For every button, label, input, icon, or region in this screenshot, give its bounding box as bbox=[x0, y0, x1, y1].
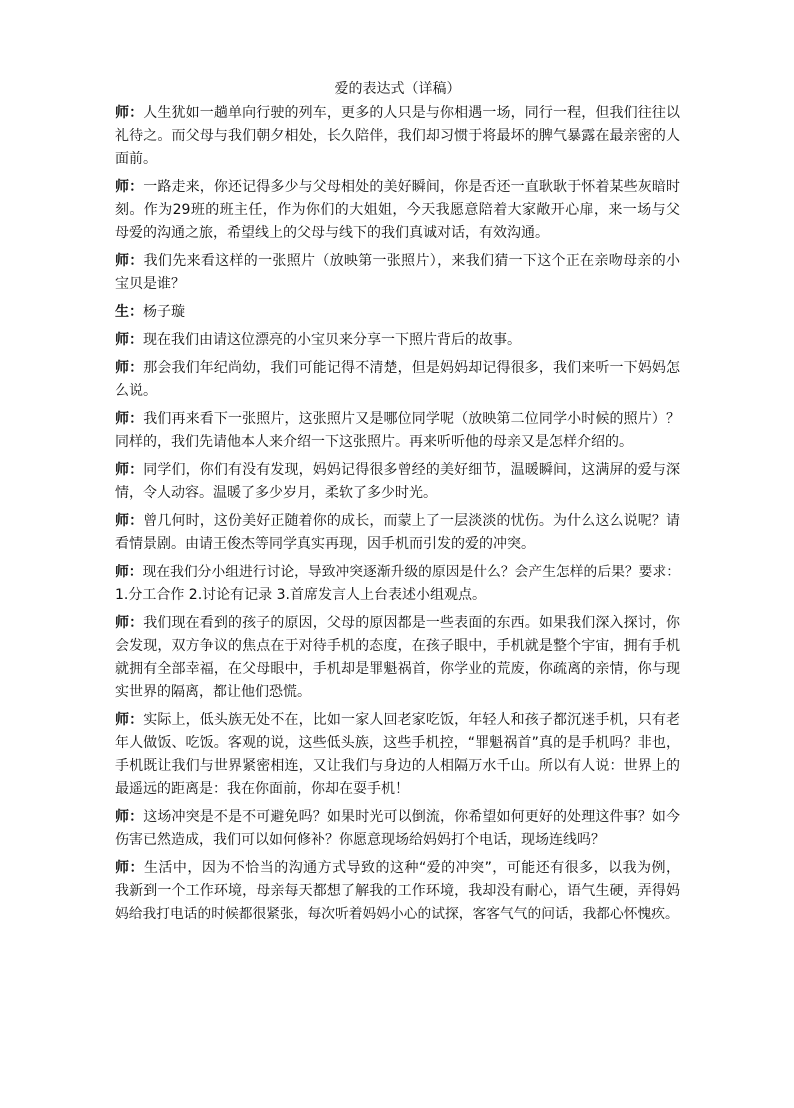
paragraph-line bbox=[115, 301, 680, 324]
line-text: 伤害已然造成，我们可以如何修补？你愿意现场给妈妈打个电话，现场连线吗？ bbox=[115, 832, 605, 848]
speaker-label: 师： bbox=[115, 179, 144, 195]
line-text: 刻。作为29班的班主任，作为你们的大姐姐，今天我愿意陪着大家敞开心扉，来一场与父 bbox=[115, 202, 680, 218]
speaker-label: 师： bbox=[115, 712, 144, 728]
document-title: 爱的表达式（详稿） bbox=[334, 81, 461, 97]
speaker-label: 师： bbox=[115, 615, 144, 631]
paragraph-line bbox=[115, 357, 680, 380]
line-text: 我们现在看到的孩子的原因，父母的原因都是一些表面的东西。如果我们深入探讨，你 bbox=[143, 615, 681, 631]
line-text: 我新到一个工作环境，母亲每天都想了解我的工作环境，我却没有耐心，语气生硬，弄得妈 bbox=[115, 883, 680, 899]
paragraph-line bbox=[115, 431, 680, 454]
line-text: 么说。 bbox=[115, 383, 157, 399]
speaker-label: 师： bbox=[115, 564, 143, 580]
paragraph-line bbox=[115, 681, 680, 704]
line-text: 1.分工合作 2.讨论有记录 3.首席发言人上台表述小组观点。 bbox=[115, 587, 486, 603]
line-text: 看情景剧。由请王俊杰等同学真实再现，因手机而引发的爱的冲突。 bbox=[115, 536, 535, 552]
dialogue-paragraph bbox=[115, 357, 680, 403]
line-text: 杨子璇 bbox=[143, 304, 185, 320]
speaker-label: 师： bbox=[115, 105, 144, 121]
line-text: 礼待之。而父母与我们朝夕相处，长久陪伴，我们却习惯于将最坏的脾气暴露在最亲密的人 bbox=[115, 128, 680, 144]
paragraph-line bbox=[115, 612, 680, 635]
line-text: 手机既让我们与世界紧密相连，又让我们与身边的人相隔万水千山。所以有人说：世界上的 bbox=[115, 758, 680, 774]
paragraph-line bbox=[115, 709, 680, 732]
paragraph-line bbox=[115, 250, 680, 273]
dialogue-paragraph bbox=[115, 612, 680, 704]
dialogue-paragraph bbox=[115, 510, 680, 556]
paragraph-line bbox=[115, 176, 680, 199]
line-text: 曾几何时，这份美好正随着你的成长，而蒙上了一层淡淡的忧伤。为什么这么说呢？请 bbox=[143, 513, 681, 529]
dialogue-paragraph bbox=[115, 408, 680, 454]
paragraph-line bbox=[115, 102, 680, 125]
paragraph-line bbox=[115, 635, 680, 658]
paragraph-line bbox=[115, 880, 680, 903]
line-text: 妈给我打电话的时候都很紧张，每次听着妈妈小心的试探，客客气气的问话，我都心怀愧疚。 bbox=[115, 906, 679, 922]
paragraph-line bbox=[115, 459, 680, 482]
speaker-label: 师： bbox=[115, 411, 144, 427]
line-text: 同样的，我们先请他本人来介绍一下这张照片。再来听听他的母亲又是怎样介绍的。 bbox=[115, 434, 633, 450]
line-text: 生活中，因为不恰当的沟通方式导致的这种“爱的冲突”，可能还有很多，以我为例， bbox=[143, 860, 680, 876]
paragraph-line bbox=[115, 806, 680, 829]
line-text: 面前。 bbox=[115, 151, 157, 167]
line-text: 实世界的隔离，都让他们恐慌。 bbox=[115, 684, 311, 700]
paragraph-line bbox=[115, 510, 680, 533]
line-text: 我们先来看这样的一张照片（放映第一张照片），来我们猜一下这个正在亲吻母亲的小 bbox=[143, 253, 681, 269]
line-text: 最遥远的距离是：我在你面前，你却在耍手机！ bbox=[115, 781, 409, 797]
line-text: 同学们，你们有没有发现，妈妈记得很多曾经的美好细节，温暖瞬间，这满屏的爱与深 bbox=[143, 462, 681, 478]
paragraph-line bbox=[115, 755, 680, 778]
line-text: 一路走来，你还记得多少与父母相处的美好瞬间，你是否还一直耿耿于怀着某些灰暗时 bbox=[143, 179, 681, 195]
line-text: 人生犹如一趟单向行驶的列车，更多的人只是与你相遇一场，同行一程，但我们往往以 bbox=[143, 105, 681, 121]
line-text: 就拥有全部幸福，在父母眼中，手机却是罪魁祸首，你学业的荒废，你疏离的亲情，你与现 bbox=[115, 661, 680, 677]
dialogue-paragraph bbox=[115, 857, 680, 926]
dialogue-paragraph bbox=[115, 102, 680, 171]
paragraph-line bbox=[115, 732, 680, 755]
line-text: 现在我们由请这位漂亮的小宝贝来分享一下照片背后的故事。 bbox=[143, 332, 521, 348]
paragraph-line bbox=[115, 125, 680, 148]
line-text: 母爱的沟通之旅，希望线上的父母与线下的我们真诚对话，有效沟通。 bbox=[115, 225, 549, 241]
speaker-label: 师： bbox=[115, 360, 144, 376]
paragraph-line bbox=[115, 533, 680, 556]
speaker-label: 师： bbox=[115, 513, 144, 529]
dialogue-paragraph bbox=[115, 709, 680, 801]
paragraph-line bbox=[115, 482, 680, 505]
paragraph-line bbox=[115, 222, 680, 245]
paragraph-line bbox=[115, 829, 680, 852]
paragraph-line bbox=[115, 380, 680, 403]
paragraph-line bbox=[115, 199, 680, 222]
paragraph-line bbox=[115, 658, 680, 681]
paragraph-line bbox=[115, 148, 680, 171]
speaker-label: 生： bbox=[115, 304, 143, 320]
paragraph-line bbox=[115, 561, 680, 584]
paragraph-line bbox=[115, 903, 680, 926]
speaker-label: 师： bbox=[115, 462, 144, 478]
line-text: 实际上，低头族无处不在，比如一家人回老家吃饭，年轻人和孩子都沉迷手机，只有老 bbox=[143, 712, 681, 728]
dialogue-paragraph bbox=[115, 561, 680, 607]
dialogue-paragraph bbox=[115, 176, 680, 245]
speaker-label: 师： bbox=[115, 332, 143, 348]
dialogue-paragraph bbox=[115, 301, 680, 324]
line-text: 我们再来看下一张照片，这张照片又是哪位同学呢（放映第二位同学小时候的照片）？ bbox=[143, 411, 681, 427]
paragraph-line bbox=[115, 273, 680, 296]
line-text: 那会我们年纪尚幼，我们可能记得不清楚，但是妈妈却记得很多，我们来听一下妈妈怎 bbox=[143, 360, 681, 376]
line-text: 现在我们分小组进行讨论，导致冲突逐渐升级的原因是什么？会产生怎样的后果？要求： bbox=[142, 564, 680, 580]
paragraph-line bbox=[115, 408, 680, 431]
dialogue-paragraph bbox=[115, 806, 680, 852]
speaker-label: 师： bbox=[115, 860, 144, 876]
document-page bbox=[115, 78, 680, 931]
line-text: 会发现，双方争议的焦点在于对待手机的态度，在孩子眼中，手机就是整个宇宙，拥有手机 bbox=[115, 638, 680, 654]
dialogue-paragraph bbox=[115, 459, 680, 505]
speaker-label: 师： bbox=[115, 253, 144, 269]
document-body bbox=[115, 102, 680, 926]
dialogue-paragraph bbox=[115, 329, 680, 352]
speaker-label: 师： bbox=[115, 809, 144, 825]
line-text: 宝贝是谁？ bbox=[115, 276, 185, 292]
paragraph-line bbox=[115, 329, 680, 352]
line-text: 情，令人动容。温暖了多少岁月，柔软了多少时光。 bbox=[115, 485, 437, 501]
line-text: 这场冲突是不是不可避免吗？如果时光可以倒流，你希望如何更好的处理这件事？如今 bbox=[143, 809, 681, 825]
paragraph-line bbox=[115, 584, 680, 607]
dialogue-paragraph bbox=[115, 250, 680, 296]
paragraph-line bbox=[115, 857, 680, 880]
line-text: 年人做饭、吃饭。客观的说，这些低头族，这些手机控，“罪魁祸首”真的是手机吗？非也， bbox=[115, 735, 680, 751]
paragraph-line bbox=[115, 778, 680, 801]
